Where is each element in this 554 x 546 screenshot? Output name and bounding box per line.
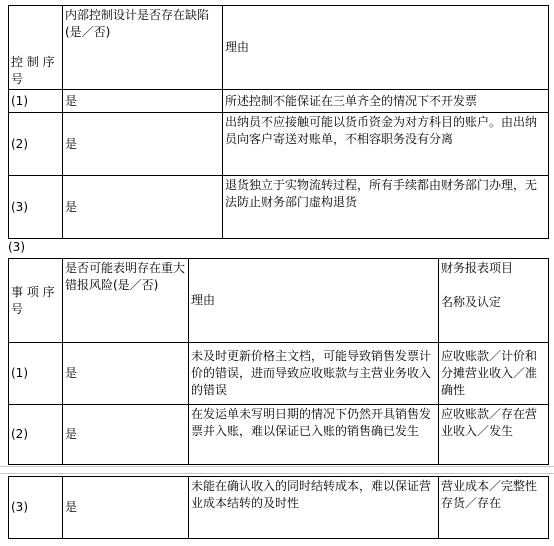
table-cell: 是 <box>63 477 189 539</box>
control-design-table <box>8 5 549 239</box>
page-break-divider <box>0 466 554 474</box>
table-cell: (2) <box>9 405 63 465</box>
table-row <box>9 477 549 539</box>
header-cell: 财务报表项目 名称及认定 <box>439 259 549 343</box>
table-cell: (2) <box>9 113 63 176</box>
table-cell: 所述控制不能保证在三单齐全的情况下不开发票 <box>223 90 549 113</box>
header-cell: 理由 <box>223 6 549 90</box>
header-cell: 理由 <box>189 259 439 343</box>
table-cell: 出纳员不应接触可能以货币资金为对方科目的账户。由出纳员向客户寄送对账单，不相容职务没有分离 <box>223 113 549 176</box>
risk-assessment-table-continued <box>8 476 549 539</box>
table-row <box>9 343 549 405</box>
table-cell: (1) <box>9 90 63 113</box>
table-cell: 应收账款／存在营业收入／发生 <box>439 405 549 465</box>
table-cell: 是 <box>63 113 223 176</box>
table-header-row <box>9 6 549 90</box>
table-cell: 是 <box>63 405 189 465</box>
table-header-row <box>9 259 549 343</box>
table-cell: 应收账款／计价和分摊营业收入／准确性 <box>439 343 549 405</box>
header-cell: 内部控制设计是否存在缺陷(是／否) <box>63 6 223 90</box>
header-cell: 事 项 序号 <box>9 259 63 343</box>
section-label: (3) <box>8 240 25 254</box>
table-cell: 是 <box>63 90 223 113</box>
table-cell: 未及时更新价格主文档，可能导致销售发票计价的错误，进而导致应收账款与主营业务收入的错误 <box>189 343 439 405</box>
table-cell: 是 <box>63 343 189 405</box>
risk-assessment-table <box>8 258 549 465</box>
table-row <box>9 90 549 113</box>
table-cell: (1) <box>9 343 63 405</box>
table-cell: 是 <box>63 176 223 239</box>
table-row <box>9 113 549 176</box>
header-cell: 控 制 序号 <box>9 6 63 90</box>
table-row <box>9 405 549 465</box>
table-cell: 退货独立于实物流转过程，所有手续都由财务部门办理，无法防止财务部门虚构退货 <box>223 176 549 239</box>
table-cell: 营业成本／完整性存货／存在 <box>439 477 549 539</box>
table-cell: 在发运单未写明日期的情况下仍然开具销售发票并入账，难以保证已入账的销售确已发生 <box>189 405 439 465</box>
table-row <box>9 176 549 239</box>
header-cell: 是否可能表明存在重大错报风险(是／否) <box>63 259 189 343</box>
table-cell: (3) <box>9 176 63 239</box>
table-cell: 未能在确认收入的同时结转成本，难以保证营业成本结转的及时性 <box>189 477 439 539</box>
table-cell: (3) <box>9 477 63 539</box>
